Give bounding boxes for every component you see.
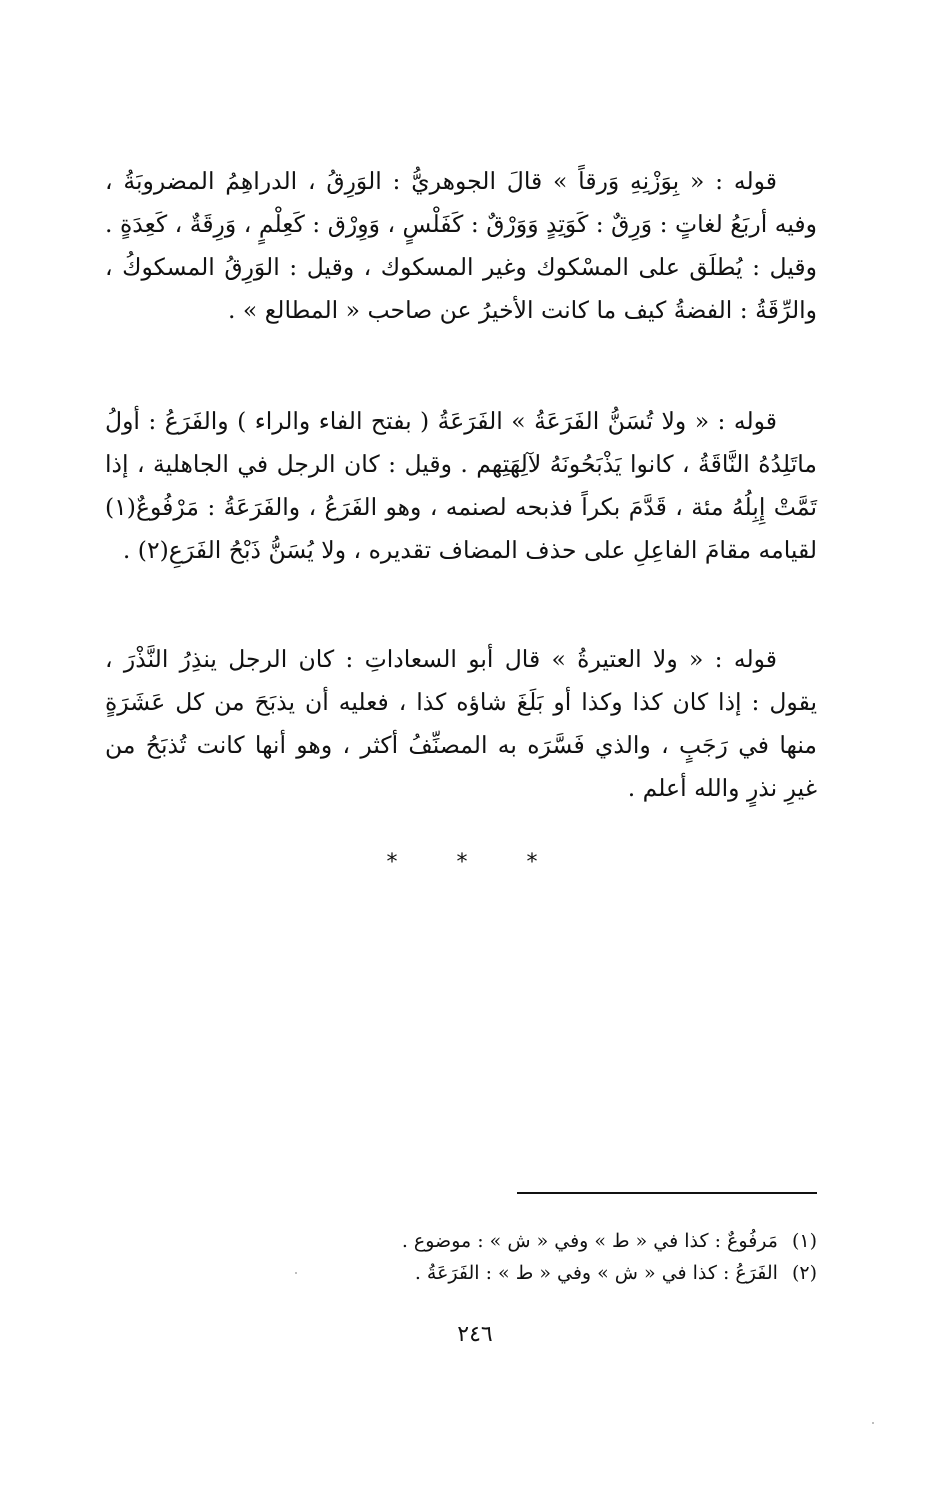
page-number: ٢٤٦ bbox=[457, 1322, 493, 1347]
paragraph-text: قوله : « ولا تُسَنُّ الفَرَعَةُ » الفَرَعَةُ ( بفتح الفاء والراء ) والفَرَعُ : أولُ ماتَلِدُهُ النَّاقَةُ ، كانوا يَذْبَحُونَهُ لآلِهَتِهم . وقيل : كان الرجل في الجاهلية ، إذا تَمَّتْ إِبِلُهُ مئة ، قَدَّمَ بكراً فذبحه لصنمه ، وهو الفَرَعُ ، والفَرَعَةُ : مَرْفُوعٌ(١) لقيامه مقامَ الفاعِلِ على حذف المضاف تقديره ، ولا يُسَنُّ ذَبْحُ الفَرَعِ(٢) . bbox=[105, 407, 817, 564]
paragraph-text: قوله : « بِوَزْنِهِ وَرقاً » قالَ الجوهريُّ : الوَرِقُ ، الدراهِمُ المضروبَةُ ، وفيه أربَعُ لغاتٍ : وَرِقٌ : كَوَتِدٍ وَوَرْقٌ : كَفَلْسٍ ، وَوِرْق : كَعِلْمٍ ، وَرِقَةٌ ، كَعِدَةٍ . وقيل : يُطلَق على المسْكوك وغير المسكوك ، وقيل : الوَرِقُ المسكوكُ ، والرِّقَةُ : الفضةُ كيف ما كانت الأخيرُ عن صاحب « المطالع » . bbox=[105, 167, 817, 324]
paragraph-text: قوله : « ولا العتيرةُ » قال أبو السعاداتِ : كان الرجل ينذِرُ النَّذْرَ ، يقول : إذا كان كذا وكذا أو بَلَغَ شاؤه كذا ، فعليه أن يذبَحَ من كل عَشَرَةٍ منها في رَجَبٍ ، والذي فَسَّرَه به المصنِّفُ أكثر ، وهو أنها كانت تُذبَحُ من غيرِ نذرٍ والله أعلم . bbox=[105, 645, 817, 802]
footnote-number: (١) bbox=[791, 1230, 817, 1252]
section-separator: * * * bbox=[386, 850, 564, 875]
paragraph-2 bbox=[105, 400, 817, 572]
scan-speck bbox=[295, 1272, 297, 1274]
paragraph-3 bbox=[105, 638, 817, 810]
footnote-1 bbox=[300, 1225, 817, 1257]
footnote-text: مَرفُوعٌ : كذا في « ط » وفي « ش » : موضوع . bbox=[401, 1230, 778, 1252]
footnote-2 bbox=[300, 1257, 817, 1289]
footnote-divider bbox=[517, 1192, 817, 1194]
scan-speck bbox=[872, 1422, 874, 1424]
footnote-number: (٢) bbox=[791, 1262, 817, 1284]
paragraph-1 bbox=[105, 160, 817, 332]
footnotes bbox=[300, 1225, 817, 1289]
footnote-text: الفَرَعُ : كذا في « ش » وفي « ط » : الفَرَعَةُ . bbox=[414, 1262, 778, 1284]
